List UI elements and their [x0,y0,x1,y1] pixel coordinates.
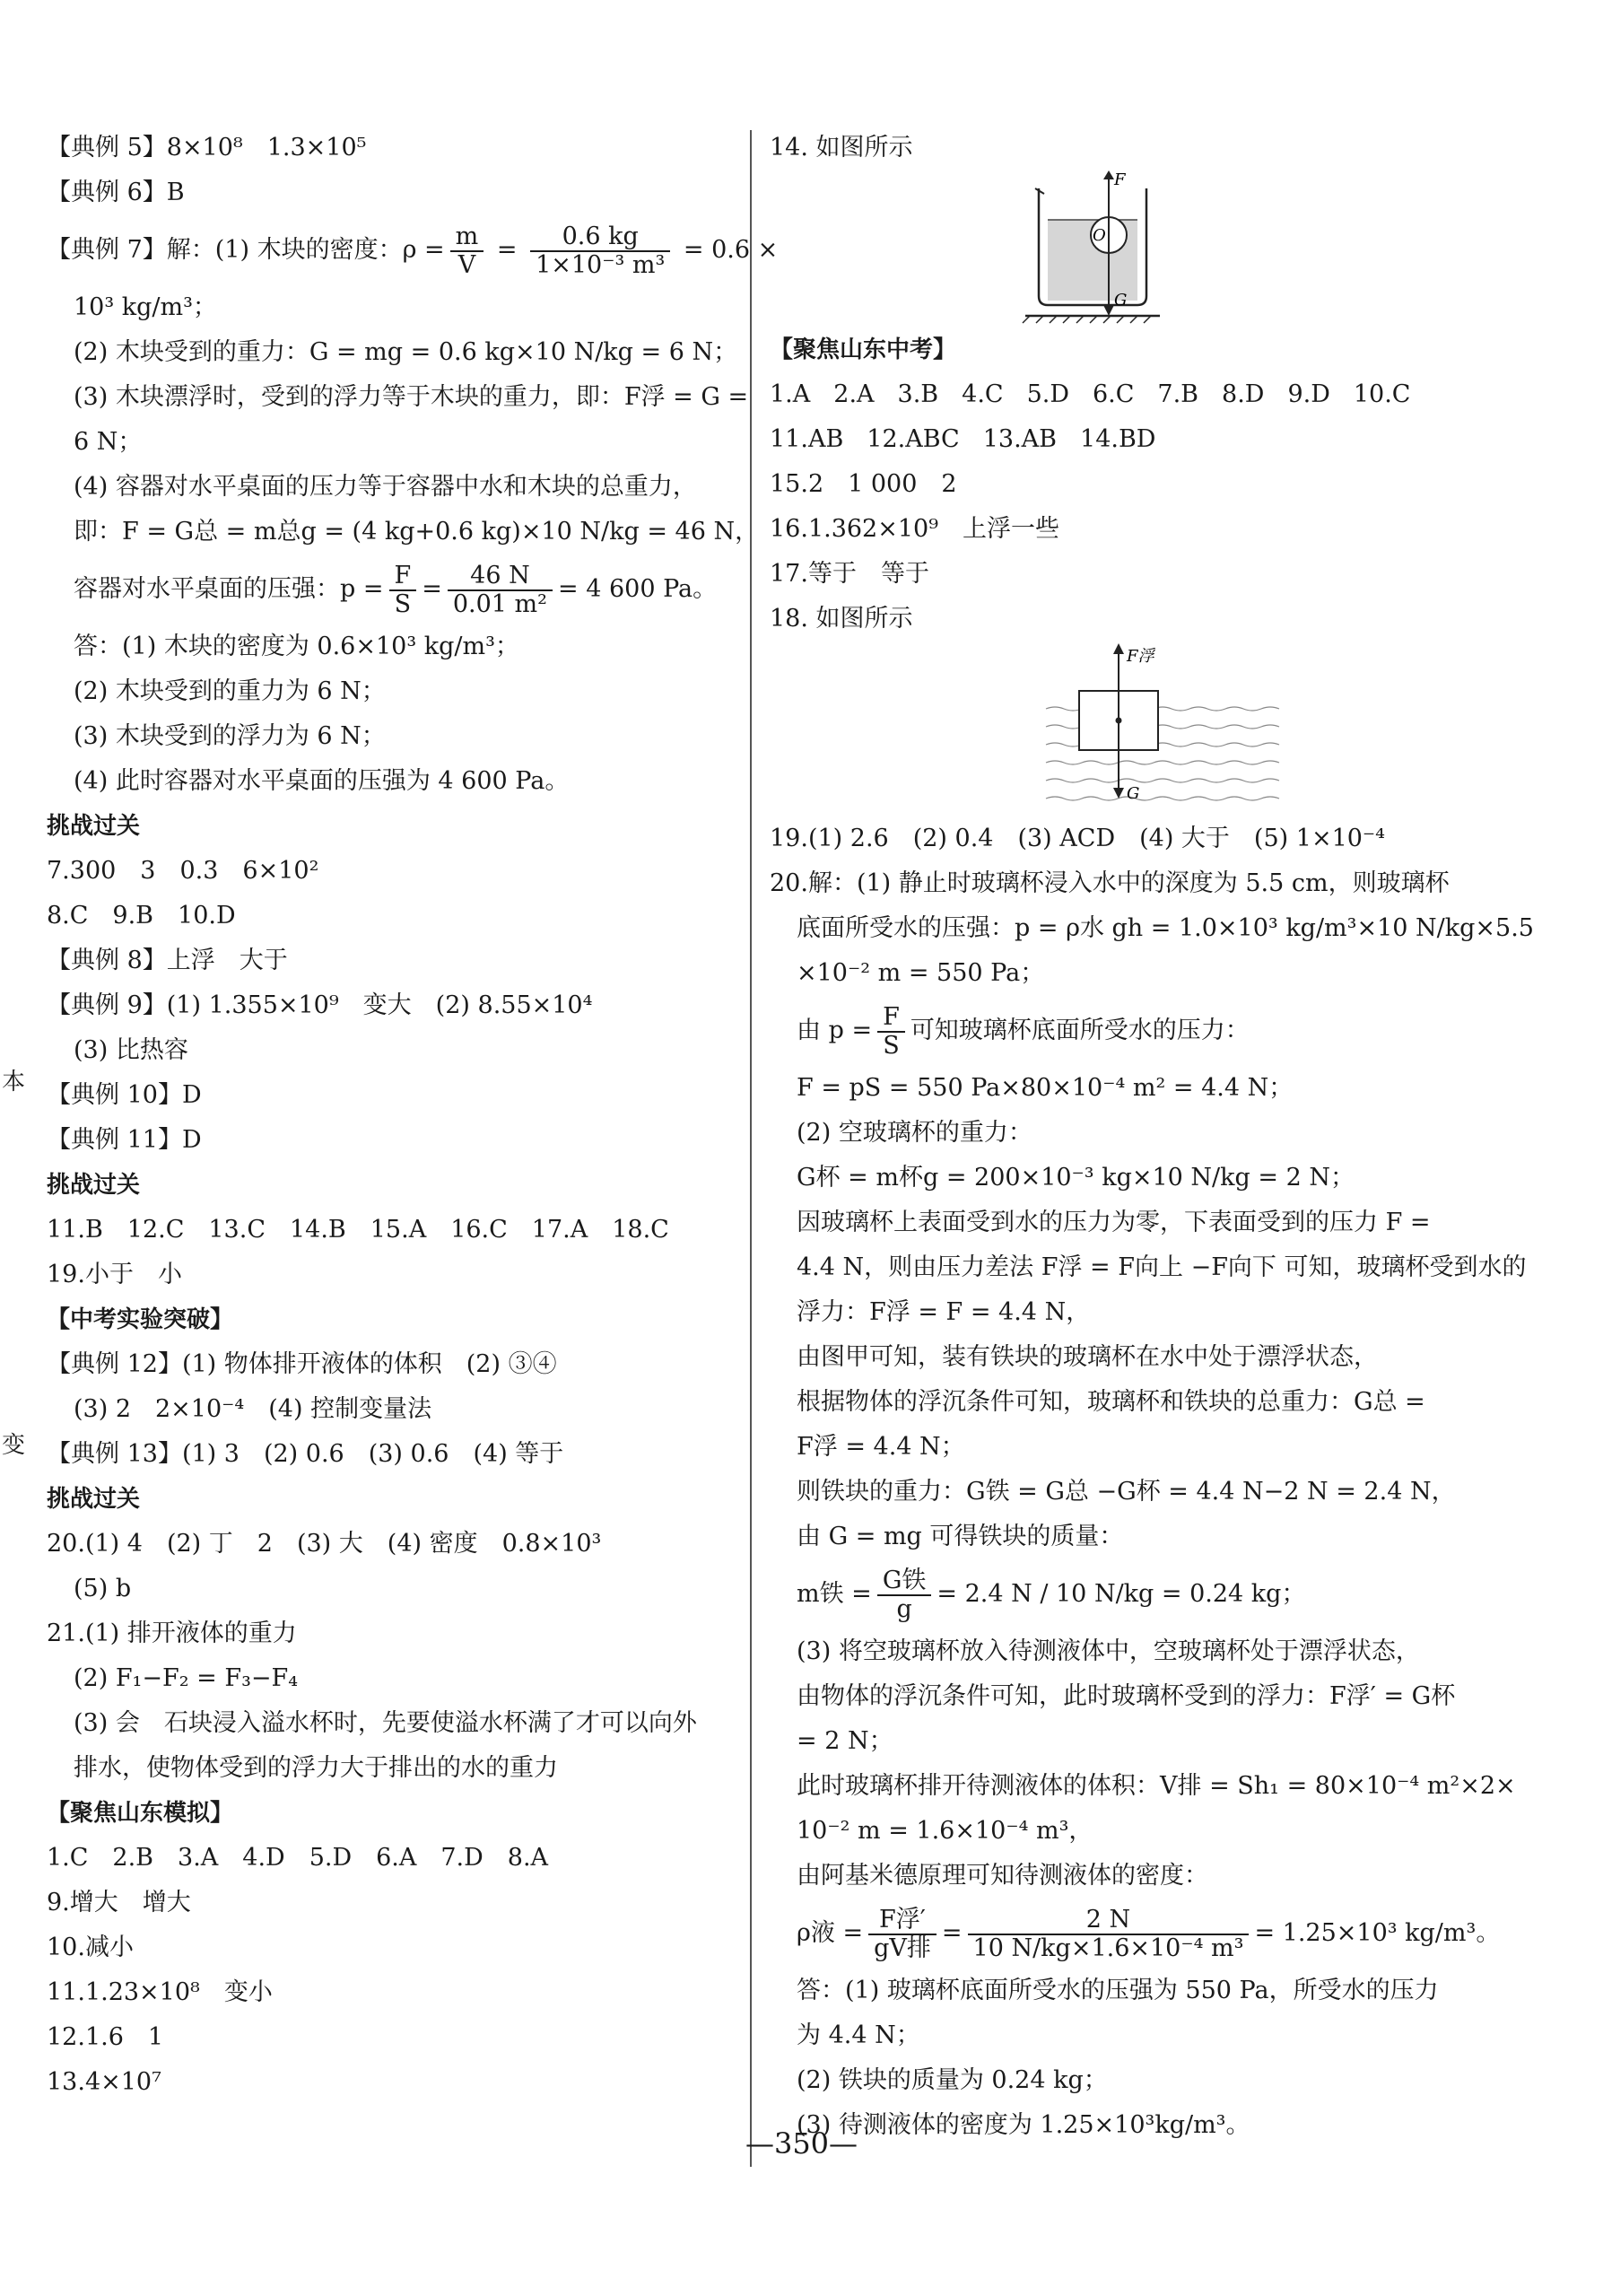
answer-line: 16.1.362×10⁹ 上浮一些 [770,515,1060,543]
answer-item: 11.AB [770,425,844,453]
answer-item: 12.ABC [867,425,960,453]
fraction: $\frac{\text{G铁}}{g}$ [877,1567,932,1623]
answer-item: 3.B [897,380,939,408]
answer-item: 1.A [770,380,811,408]
answer-line: 20.解：(1) 静止时玻璃杯浸入水中的深度为 5.5 cm，则玻璃杯 [770,869,1450,897]
answer-item: 5.D [1026,380,1069,408]
force-label-f: F [1114,170,1126,189]
answer-item: 6.C [1092,380,1135,408]
answer-line: 9.增大 增大 [47,1889,191,1916]
answer-line: 则铁块的重力：G铁 = G总 −G杯 = 4.4 N−2 N = 2.4 N， [797,1478,1456,1506]
answer-line: 由阿基米德原理可知待测液体的密度： [797,1862,1208,1890]
answer-line: 底面所受水的压强：p = ρ水 gh = 1.0×10³ kg/m³×10 N/kg×5.5 [797,914,1534,942]
answer-line: 【典例 12】(1) 物体排开液体的体积 (2) ③④ [47,1350,557,1378]
answer-item: 9.D [1287,380,1330,408]
answer-line: (3) 比热容 [74,1036,188,1064]
answer-line: (5) b [74,1575,132,1602]
answer-line: 6 N； [74,428,143,456]
answer-line: F浮 = 4.4 N； [797,1433,965,1461]
answer-item: 10.C [1353,380,1411,408]
margin-text-2: 变 [2,1432,26,1459]
answer-line: 15.2 1 000 2 [770,470,957,498]
answer-line-with-fraction: m铁 = $\frac{\text{G铁}}{g}$ = 2.4 N / 10 N/kg = 0.24 kg； [797,1566,1306,1623]
answer-line: 10.减小 [47,1934,134,1961]
answer-line: = 2 N； [797,1727,893,1755]
section-heading: 【聚焦山东模拟】 [47,1800,234,1827]
answer-item: 7.B [1157,380,1199,408]
fraction: $\frac{46 N}{\text{0.01 m²}}$ [448,563,553,618]
answer-item: 4.C [962,380,1004,408]
answer-line: 11.B 12.C 13.C 14.B 15.A 16.C 17.A 18.C [47,1216,669,1244]
answer-line: 1.C 2.B 3.A 4.D 5.D 6.A 7.D 8.A [47,1844,549,1872]
answer-line: 排水，使物体受到的浮力大于排出的水的重力 [74,1754,558,1782]
answer-line: (3) 会 石块浸入溢水杯时，先要使溢水杯满了才可以向外 [74,1709,697,1737]
answer-line: (2) 空玻璃杯的重力： [797,1119,1032,1147]
fraction: $\frac{m}{V}$ [450,223,484,279]
section-heading: 挑战过关 [47,813,141,840]
answer-line: 根据物体的浮沉条件可知，玻璃杯和铁块的总重力：G总 = [797,1388,1425,1416]
answer-line: 【典例 9】(1) 1.355×10⁹ 变大 (2) 8.55×10⁴ [47,991,593,1019]
answer-line: 【典例 11】D [47,1126,202,1154]
answer-line-with-fraction: 【典例 7】解：(1) 木块的密度：ρ = $\frac{m}{V}$ = $\frac{0.6 kg}{\text{1×10⁻³ m³}}$ = 0.6 × [47,222,779,279]
answer-line: (4) 容器对水平桌面的压力等于容器中水和木块的总重力， [74,473,697,501]
answer-line: 浮力：F浮 = F = 4.4 N， [797,1298,1091,1326]
answer-line: (2) 木块受到的重力：G = mg = 0.6 kg×10 N/kg = 6 N； [74,338,738,366]
answer-line: (3) 木块受到的浮力为 6 N； [74,722,386,750]
fraction: $\frac{F}{S}$ [389,563,417,618]
answer-line: 19.小于 小 [47,1261,182,1288]
answer-line: (3) 木块漂浮时，受到的浮力等于木块的重力，即：F浮 = G = [74,383,749,411]
answer-line: (3) 2 2×10⁻⁴ (4) 控制变量法 [74,1395,432,1423]
answer-line: 【典例 5】8×10⁸ 1.3×10⁵ [47,134,367,162]
answer-line: 因玻璃杯上表面受到水的压力为零，下表面受到的压力 F = [797,1209,1431,1236]
section-heading: 挑战过关 [47,1486,141,1513]
answer-line: (3) 将空玻璃杯放入待测液体中，空玻璃杯处于漂浮状态， [797,1637,1420,1665]
answer-line: 由 G = mg 可得铁块的质量： [797,1523,1124,1550]
answer-line: 此时玻璃杯排开待测液体的体积：V排 = Sh₁ = 80×10⁻⁴ m²×2× [797,1772,1516,1800]
margin-text-1: 本 [2,1069,26,1096]
right-column [770,126,1534,2148]
answer-line: 7.300 3 0.3 6×10² [47,857,319,885]
buoyancy-label: F浮 [1127,647,1154,666]
answer-row [770,417,1487,462]
answer-line: 20.(1) 4 (2) 丁 2 (3) 大 (4) 密度 0.8×10³ [47,1530,602,1558]
answer-line: 8.C 9.B 10.D [47,902,236,930]
answer-line: 12.1.6 1 [47,2023,164,2051]
answer-line: 14. 如图所示 [770,134,913,162]
fraction: $\frac{\text{F浮′}}{\text{gV排}}$ [868,1907,937,1962]
answer-line: 为 4.4 N； [797,2021,920,2049]
answer-line: 10³ kg/m³； [74,293,217,321]
section-heading: 【中考实验突破】 [47,1306,234,1333]
answer-line: 11.1.23×10⁸ 变小 [47,1978,273,2006]
answer-item: 2.A [833,380,875,408]
center-label: O [1093,226,1106,245]
answer-line: (3) 待测液体的密度为 1.25×10³kg/m³。 [797,2111,1250,2139]
beaker-diagram [770,170,1487,327]
answer-line: F = pS = 550 Pa×80×10⁻⁴ m² = 4.4 N； [797,1074,1294,1102]
answer-line-with-fraction: ρ液 = $\frac{\text{F浮′}}{\text{gV排}}$ = $\frac{2 N}{\text{10 N/kg×1.6×10⁻⁴ m³}}$ = 1.25×10³ kg/m³。 [797,1905,1501,1962]
answer-line: ×10⁻² m = 550 Pa； [797,959,1045,987]
page-number: —350— [745,2126,858,2161]
answer-line: 由物体的浮沉条件可知，此时玻璃杯受到的浮力：F浮′ = G杯 [797,1682,1456,1710]
fraction: $\frac{F}{S}$ [877,1004,905,1060]
answer-item: 8.D [1222,380,1265,408]
answer-line: 【典例 8】上浮 大于 [47,947,288,974]
figure-block-in-water [770,642,1487,816]
section-heading: 挑战过关 [47,1172,141,1199]
answer-item: 14.BD [1080,425,1156,453]
force-label-g: G [1114,291,1128,310]
answer-line: 【典例 10】D [47,1081,202,1109]
answer-line-with-fraction: 由 p = $\frac{F}{S}$ 可知玻璃杯底面所受水的压力： [797,1002,1250,1060]
block-diagram [770,642,1487,816]
answer-row [770,372,1487,417]
answer-line: 17.等于 等于 [770,560,929,588]
answer-line: 13.4×10⁷ [47,2068,161,2096]
answer-line-with-fraction: 容器对水平桌面的压强：p = $\frac{F}{S}$ = $\frac{46 N}{\text{0.01 m²}}$ = 4 600 Pa。 [74,561,718,618]
fraction: $\frac{0.6 kg}{\text{1×10⁻³ m³}}$ [530,223,670,279]
answer-item: 13.AB [982,425,1058,453]
answer-line: 【典例 6】B [47,179,185,206]
answer-line: (2) F₁−F₂ = F₃−F₄ [74,1664,299,1692]
answer-line: 19.(1) 2.6 (2) 0.4 (3) ACD (4) 大于 (5) 1×10⁻⁴ [770,825,1385,852]
answer-line: G杯 = m杯g = 200×10⁻³ kg×10 N/kg = 2 N； [797,1164,1355,1192]
answer-line: (2) 铁块的质量为 0.24 kg； [797,2066,1108,2094]
answer-line: 即：F = G总 = m总g = (4 kg+0.6 kg)×10 N/kg = 46 N， [74,518,760,546]
answer-line: 答：(1) 玻璃杯底面所受水的压强为 550 Pa，所受水的压力 [797,1977,1439,2004]
answer-line: (4) 此时容器对水平桌面的压强为 4 600 Pa。 [74,767,570,795]
answer-line: 【典例 13】(1) 3 (2) 0.6 (3) 0.6 (4) 等于 [47,1440,564,1468]
answer-line: 4.4 N，则由压力差法 F浮 = F向上 −F向下 可知，玻璃杯受到水的 [797,1253,1527,1281]
section-heading: 【聚焦山东中考】 [770,336,957,363]
answer-line: (2) 木块受到的重力为 6 N； [74,677,386,705]
fraction: $\frac{2 N}{\text{10 N/kg×1.6×10⁻⁴ m³}}$ [968,1907,1250,1962]
figure-beaker [770,170,1487,327]
answer-line: 10⁻² m = 1.6×10⁻⁴ m³， [797,1817,1093,1845]
answer-line: 18. 如图所示 [770,605,913,633]
left-column [47,126,779,2105]
column-divider [750,130,752,2167]
answer-line: 21.(1) 排开液体的重力 [47,1619,297,1647]
gravity-label: G [1127,784,1140,803]
answer-line: 由图甲可知，装有铁块的玻璃杯在水中处于漂浮状态， [797,1343,1378,1371]
answer-line: 答：(1) 木块的密度为 0.6×10³ kg/m³； [74,633,519,660]
